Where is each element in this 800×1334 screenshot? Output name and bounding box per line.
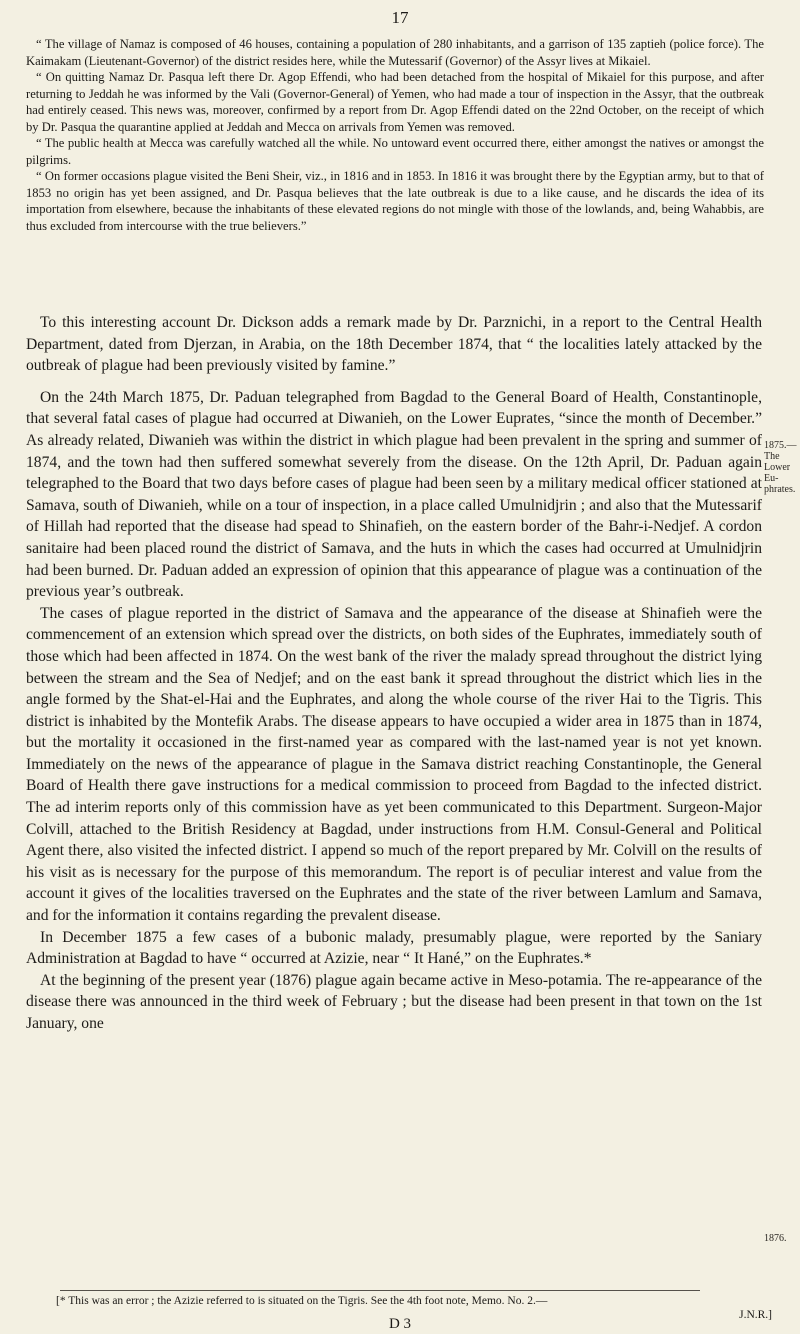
margin-note-year: 1876. xyxy=(764,1233,787,1244)
printer-signature-mark: D 3 xyxy=(388,1316,412,1332)
quote-paragraph: “ On former occasions plague visited the Beni Sheir, viz., in 1816 and in 1853. In 1816 it was brought there by the Egyptian army, but to that of 1853 no origin has yet been assigned, and Dr. Pasqua believes that the late outbreak is due to a like cause, and he discards the idea of its importation from elsewhere, because the inhabitants of these elevated regions do not mingle with those of the lowlands, and, being Wahabbis, are thus excluded from intercourse with the true believers.” xyxy=(26,169,764,233)
body-paragraph: To this interesting account Dr. Dickson adds a remark made by Dr. Parznichi, in a report to the Central Health Department, dated from Djerzan, in Arabia, on the 18th December 1874, that “ the localities lately attacked by the outbreak of plague had been previously visited by famine.” xyxy=(26,314,762,375)
footnote-signature: J.N.R.] xyxy=(739,1309,772,1321)
margin-note-1876 xyxy=(764,1233,800,1244)
quote-paragraph: “ On quitting Namaz Dr. Pasqua left there Dr. Agop Effendi, who had been detached from the hospital of Mikaiel for this purpose, and after returning to Jeddah he was informed by the Vali (Governor-General) of Yemen, who had made a tour of inspection in the Assyr, that the outbreak had entirely ceased. This news was, moreover, confirmed by a report from Dr. Agop Effendi dated on the 22nd October, on the receipt of which by Dr. Pasqua the quarantine applied at Jeddah and Mecca on arrivals from Yemen was removed. xyxy=(26,70,764,134)
quote-paragraph: “ The public health at Mecca was carefully watched all the while. No untoward event occurred there, either amongst the natives or amongst the pilgrims. xyxy=(26,136,764,167)
quote-paragraph: “ The village of Namaz is composed of 46 houses, containing a population of 280 inhabitants, and a garrison of 135 zaptieh (police force). The Kaimakam (Lieutenant-Governor) of the district resides here, while the Mutessarif (Governor) of the Assyr lives at Mikaiel. xyxy=(26,37,764,68)
quoted-report xyxy=(26,36,764,234)
margin-note-1875 xyxy=(764,440,800,495)
body-paragraph: The cases of plague reported in the district of Samava and the appearance of the disease at Shinafieh were the commencement of an extension which spread over the districts, on both sides of the Euphrates, immediately south of those which had been affected in 1874. On the west bank of the river the malady spread throughout the district lying between the stream and the Sea of Nedjef; and on the east bank it spread throughout the district which lies in the angle formed by the Shat-el-Hai and the Euphrates, and along the whole course of the river Hai to the Tigris. This district is inhabited by the Montefik Arabs. The disease appears to have occupied a wider area in 1875 than in 1874, but the mortality it occasioned in the first-named year as compared with the last-named year is not yet known. Immediately on the news of the appearance of plague in the Samava district reaching Constantinople, the General Board of Health there gave instructions for a medical commission to proceed from Bagdad to the infected district. The ad interim reports only of this commission have as yet been communicated to this Department. Surgeon-Major Colvill, attached to the British Residency at Bagdad, under instructions from H.M. Consul-General and Political Agent there, also visited the infected district. I append so much of the report prepared by Mr. Colvill on the results of his visit as is necessary for the purpose of this memorandum. The report is of peculiar interest and value from the account it gives of the localities traversed on the Euphrates and the state of the river between Lamlum and Samava, and for the information it contains regarding the prevalent disease. xyxy=(26,604,762,925)
page-number: 17 xyxy=(391,8,409,27)
body-paragraph: On the 24th March 1875, Dr. Paduan telegraphed from Bagdad to the General Board of Health, Constantinople, that several fatal cases of plague had occurred at Diwanieh, on the Lower Euprates, “since the month of December.” As already related, Diwanieh was within the district in which plague had been prevalent in the spring and summer of 1874, and the town had then suffered somewhat severely from the disease. On the 12th April, Dr. Paduan again telegraphed to the Board that two days before cases of plague had been seen by a military medical officer stationed at Samava, south of Diwanieh, while on a tour of inspection, in a place called Umulnidjrin ; and also that the Mutessarif of Hillah had reported that the disease had spead to Shinafieh, on the eastern border of the Bahr-i-Nedjef. A cordon sanitaire had been placed round the district of Samava, and the huts in which the cases had occurred at Umulnidjrin had been burned. Dr. Paduan added an expression of opinion that this appearance of plague was a continuation of the previous year’s outbreak. xyxy=(26,388,762,601)
main-text xyxy=(26,312,762,1035)
margin-note-year: 1875. xyxy=(764,440,787,451)
footnote-text: [* This was an error ; the Azizie referred to is situated on the Tigris. See the 4th foot note, Memo. No. 2.— xyxy=(56,1295,548,1307)
body-paragraph: At the beginning of the present year (1876) plague again became active in Meso-potamia. The re-appearance of the disease there was announced in the third week of February ; but the disease had been present in that town on the 1st January, one xyxy=(26,971,762,1032)
body-paragraph: In December 1875 a few cases of a bubonic malady, presumably plague, were reported by the Saniary Administration at Bagdad to have “ occurred at Azizie, near “ It Hané,” on the Euphrates.* xyxy=(26,928,762,968)
margin-note-label: —The Lower Eu-phrates. xyxy=(764,440,797,495)
footnote-divider xyxy=(60,1290,700,1291)
